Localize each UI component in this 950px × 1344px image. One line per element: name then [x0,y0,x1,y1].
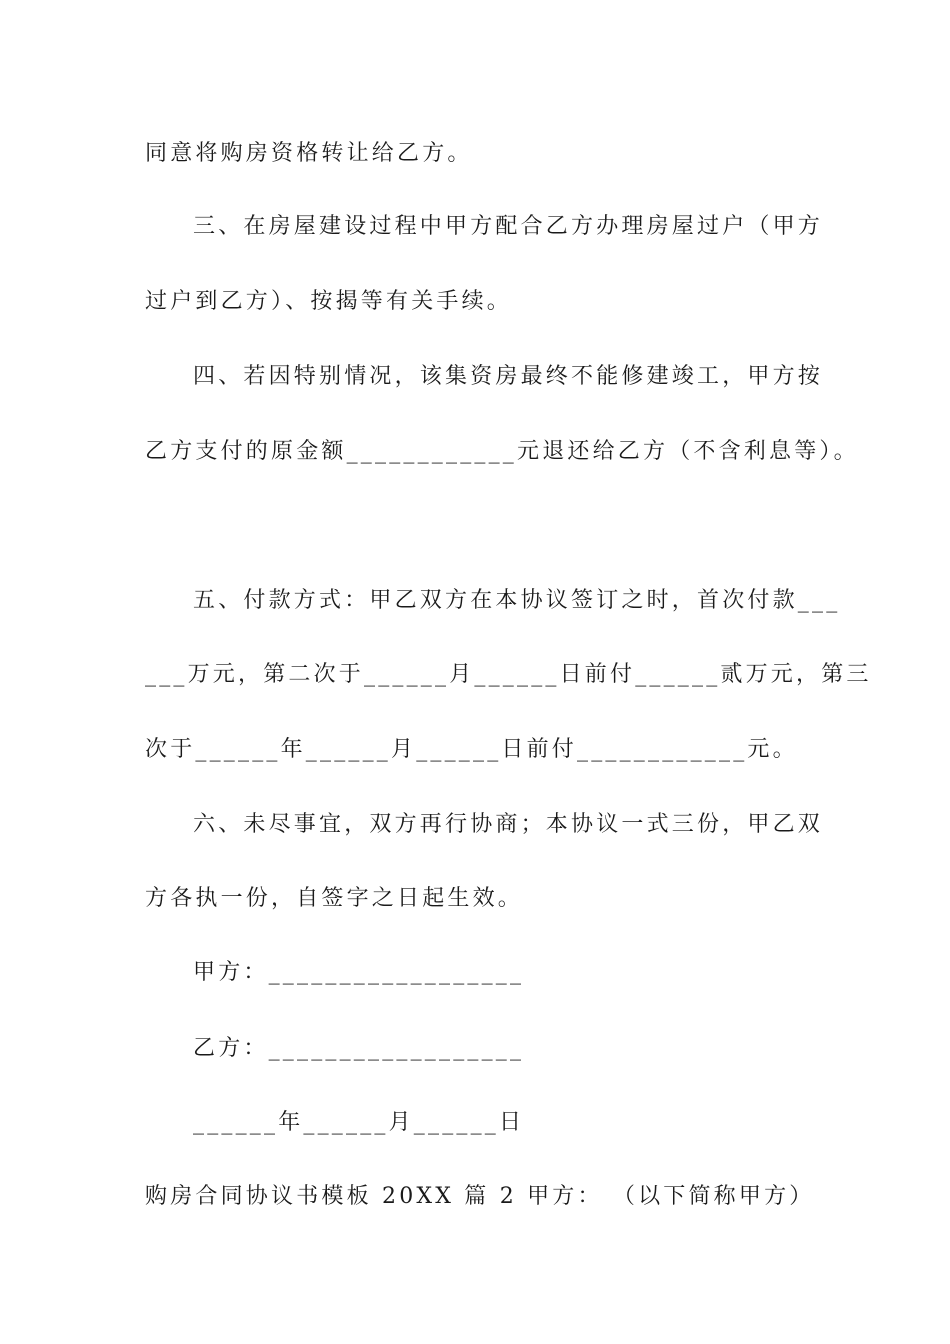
clause-five-line-1: 五、付款方式：甲乙双方在本协议签订之时，首次付款___ [193,588,841,613]
clause-six-line-2: 方各执一份，自签字之日起生效。 [145,886,524,911]
clause-four-line-2: 乙方支付的原金额____________元退还给乙方（不含利息等）。 [145,439,859,464]
section-heading-line: 购房合同协议书模板 20XX 篇 2 甲方： （以下简称甲方） [145,1184,815,1209]
clause-six-line-1: 六、未尽事宜，双方再行协商；本协议一式三份，甲乙双 [193,812,824,837]
clause-four-line-1: 四、若因特别情况，该集资房最终不能修建竣工，甲方按 [193,364,824,389]
date-line: ______年______月______日 [193,1110,525,1135]
clause-five-line-3: 次于______年______月______日前付____________元。 [145,737,798,762]
clause-three-line-1: 三、在房屋建设过程中甲方配合乙方办理房屋过户（甲方 [193,214,824,239]
party-b-signature-line: 乙方：__________________ [193,1036,525,1061]
party-a-signature-line: 甲方：__________________ [193,960,525,985]
clause-five-line-2: ___万元，第二次于______月______日前付______贰万元，第三 [145,662,872,687]
paragraph-line-transfer-qualification: 同意将购房资格转让给乙方。 [145,141,473,166]
clause-three-line-2: 过户到乙方）、按揭等有关手续。 [145,289,513,314]
